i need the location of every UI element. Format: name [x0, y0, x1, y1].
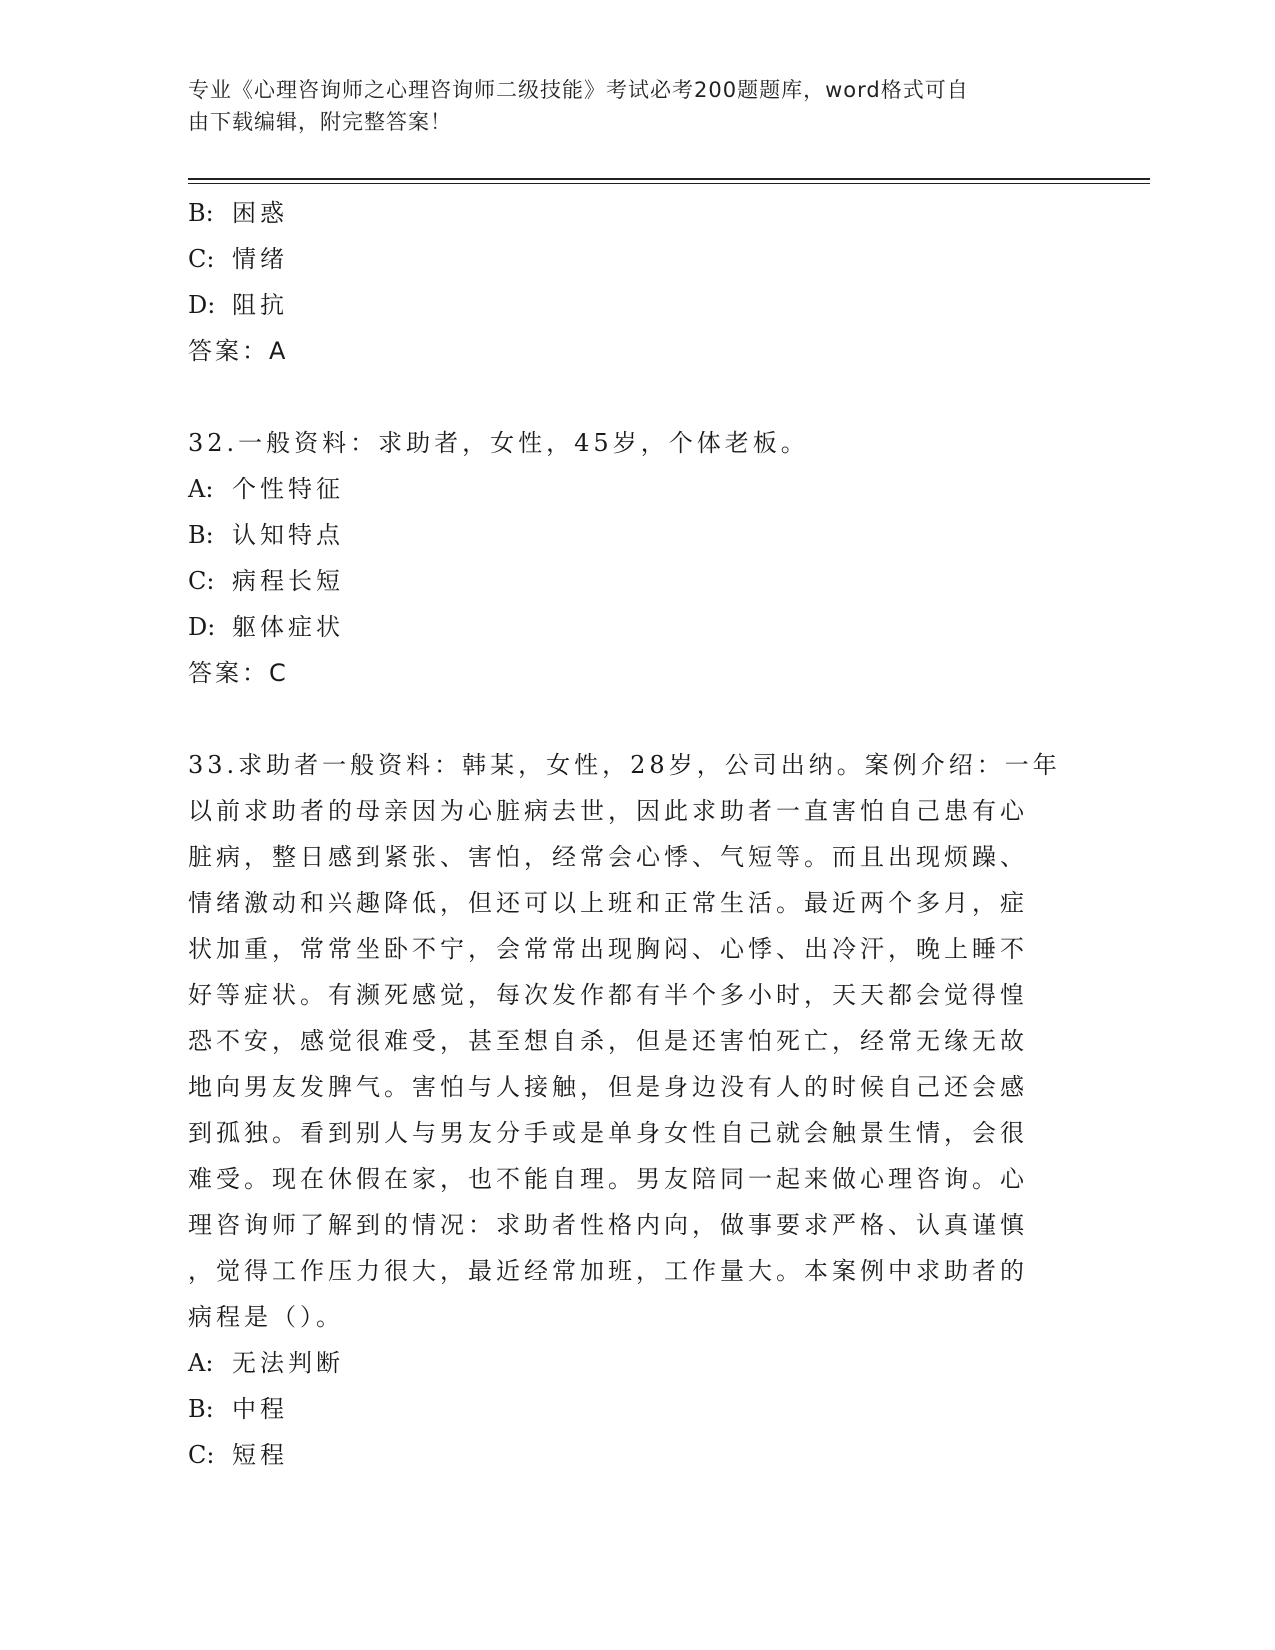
option-text: 个性特征	[232, 475, 344, 503]
option-b	[188, 1386, 1088, 1432]
stem-line: 恐不安，感觉很难受，甚至想自杀，但是还害怕死亡，经常无缘无故	[188, 1027, 1028, 1055]
option-a	[188, 466, 1088, 512]
stem-line: 以前求助者的母亲因为心脏病去世，因此求助者一直害怕自己患有心	[188, 797, 1028, 825]
option-b	[188, 190, 1088, 236]
option-a	[188, 1340, 1088, 1386]
spacer	[188, 374, 1088, 420]
stem-line: 到孤独。看到别人与男友分手或是单身女性自己就会触景生情，会很	[188, 1119, 1028, 1147]
stem-line: 病程是（）。	[188, 1303, 344, 1331]
option-key: B:	[188, 521, 214, 549]
option-c	[188, 558, 1088, 604]
header-divider-thin	[188, 183, 1150, 184]
option-key: B:	[188, 199, 214, 227]
option-key: C:	[188, 1441, 215, 1469]
answer-q31: 答案：A	[188, 337, 289, 365]
stem-line: 地向男友发脾气。害怕与人接触，但是身边没有人的时候自己还会感	[188, 1073, 1028, 1101]
option-d	[188, 604, 1088, 650]
option-key: B:	[188, 1395, 214, 1423]
question-32-stem: 32.一般资料：求助者，女性，45岁，个体老板。	[188, 429, 809, 457]
header-divider-thick	[188, 178, 1150, 180]
option-c	[188, 1432, 1088, 1478]
option-key: C:	[188, 567, 215, 595]
header-line-1: 专业《心理咨询师之心理咨询师二级技能》考试必考200题题库，word格式可自	[188, 78, 969, 102]
option-text: 中程	[232, 1395, 288, 1423]
stem-line: 情绪激动和兴趣降低，但还可以上班和正常生活。最近两个多月，症	[188, 889, 1028, 917]
header-line-2: 由下载编辑，附完整答案！	[188, 110, 452, 134]
spacer	[188, 696, 1088, 742]
document-header	[188, 74, 1068, 138]
document-body	[188, 190, 1088, 1478]
answer-q32: 答案：C	[188, 659, 289, 687]
option-b	[188, 512, 1088, 558]
stem-line: 状加重，常常坐卧不宁，会常常出现胸闷、心悸、出冷汗，晚上睡不	[188, 935, 1028, 963]
stem-line: 难受。现在休假在家，也不能自理。男友陪同一起来做心理咨询。心	[188, 1165, 1028, 1193]
option-key: A:	[188, 475, 214, 503]
option-d	[188, 282, 1088, 328]
stem-line: 脏病，整日感到紧张、害怕，经常会心悸、气短等。而且出现烦躁、	[188, 843, 1028, 871]
option-key: A:	[188, 1349, 214, 1377]
stem-line: ，觉得工作压力很大，最近经常加班，工作量大。本案例中求助者的	[188, 1257, 1028, 1285]
option-c	[188, 236, 1088, 282]
option-text: 认知特点	[232, 521, 344, 549]
option-text: 阻抗	[232, 291, 288, 319]
option-text: 病程长短	[232, 567, 344, 595]
stem-line: 好等症状。有濒死感觉，每次发作都有半个多小时，天天都会觉得惶	[188, 981, 1028, 1009]
option-text: 短程	[232, 1441, 288, 1469]
stem-line: 33.求助者一般资料：韩某，女性，28岁，公司出纳。案例介绍：一年	[188, 751, 1061, 779]
stem-line: 理咨询师了解到的情况：求助者性格内向，做事要求严格、认真谨慎	[188, 1211, 1028, 1239]
option-text: 困惑	[232, 199, 288, 227]
option-text: 无法判断	[232, 1349, 344, 1377]
option-key: D:	[188, 291, 216, 319]
option-key: D:	[188, 613, 216, 641]
option-text: 情绪	[232, 245, 288, 273]
question-33-stem	[188, 742, 1088, 1340]
option-key: C:	[188, 245, 215, 273]
option-text: 躯体症状	[232, 613, 344, 641]
